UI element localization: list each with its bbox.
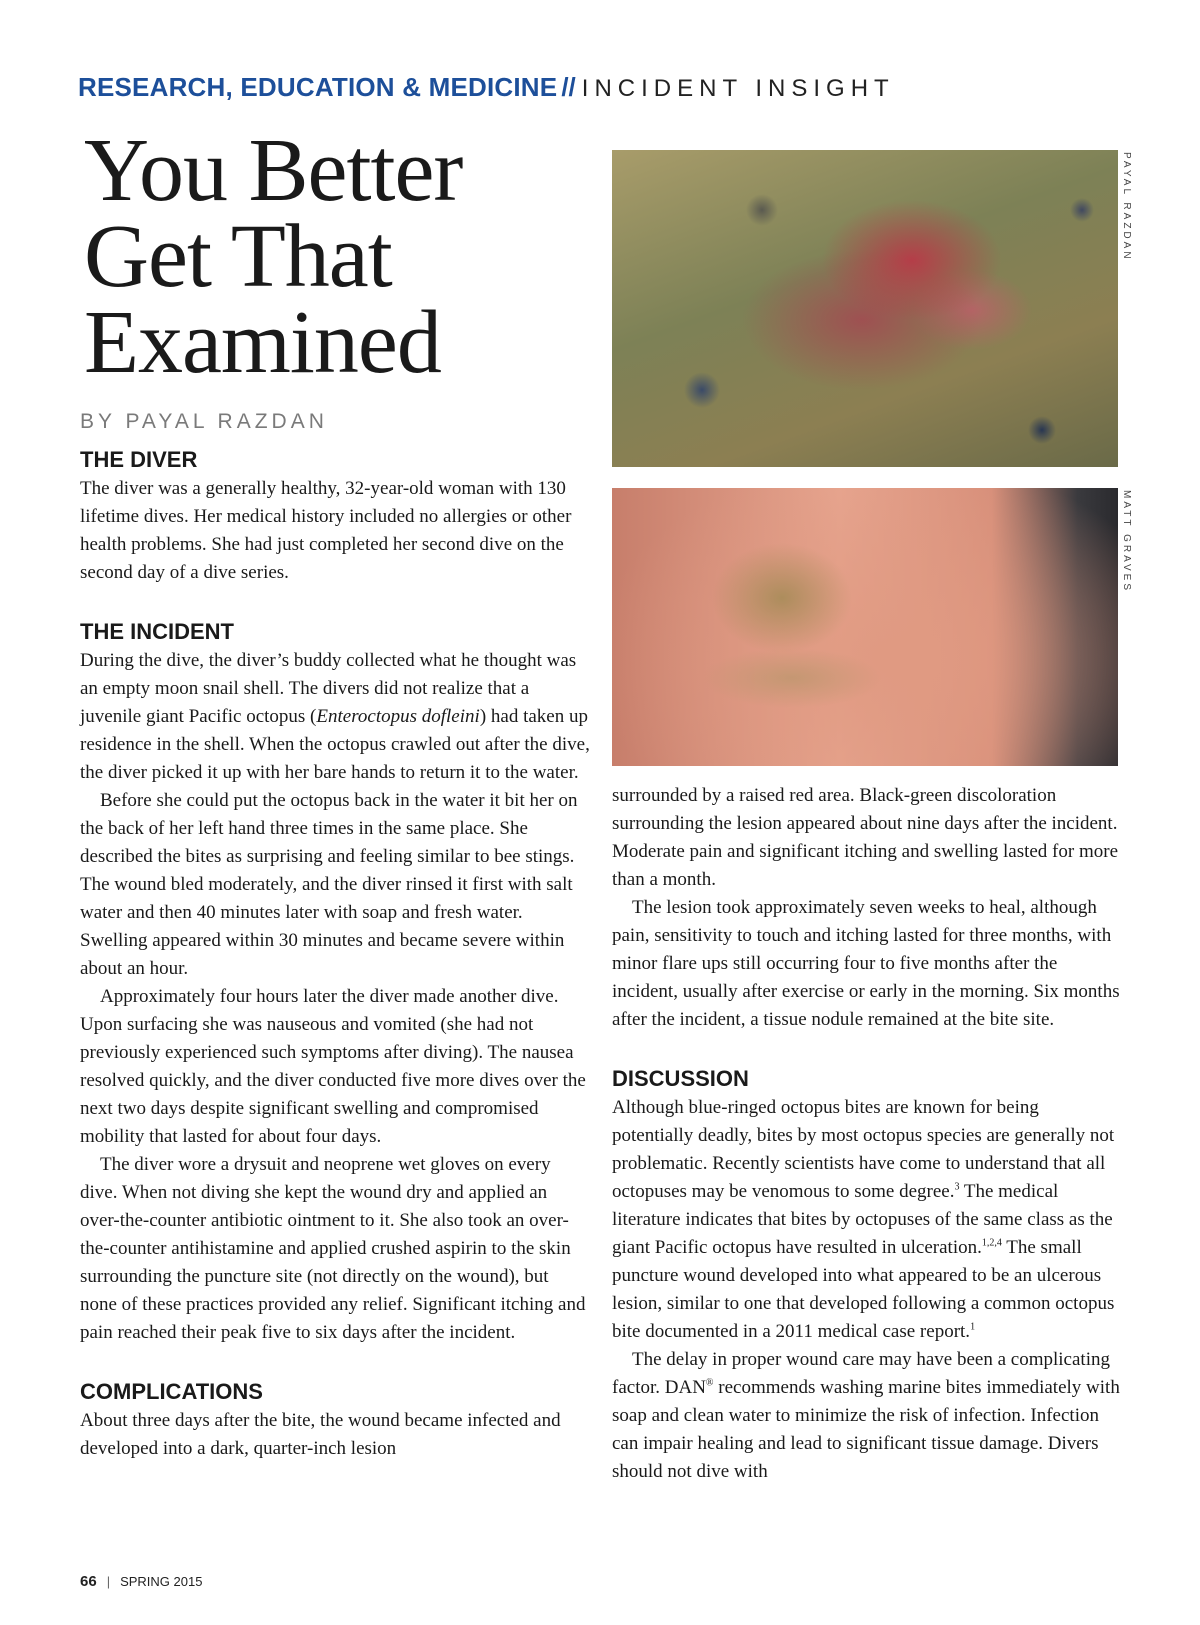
left-column xyxy=(80,445,590,1463)
complications-paragraph-2: The lesion took approximately seven weeks to heal, although pain, sensitivity to touch and itching lasted for three months, with minor flare ups still occurring four to five months after the incident, usually after exercise or early in the morning. Six months after the incident, a tissue nodule remained at the bite site. xyxy=(612,897,1120,1030)
reference-1-2-4: 1,2,4 xyxy=(981,1237,1002,1249)
incident-paragraph-2: Before she could put the octopus back in the water it bit her on the back of her left hand three times in the same place. She described the bites as surprising and feeling similar to bee stings. The wound bled moderately, and the diver rinsed it first with salt water and then 40 minutes later with soap and fresh water. Swelling appeared within 30 minutes and became severe within about an hour. xyxy=(80,790,578,979)
article-title xyxy=(84,121,604,392)
photo-credit-1: PAYAL RAZDAN xyxy=(1121,152,1132,262)
footer-divider: | xyxy=(106,1574,111,1589)
reference-1: 1 xyxy=(970,1321,976,1333)
diver-paragraph: The diver was a generally healthy, 32-year-old woman with 130 lifetime dives. Her medical history included no allergies or other health problems. She had just completed her second dive on the second day of a dive series. xyxy=(80,478,572,583)
byline: BY PAYAL RAZDAN xyxy=(80,410,328,433)
discussion-p1-text-c: The small puncture wound developed into what appeared to be an ulcerous lesion, similar to one that developed following a common octopus bite documented in a 2011 medical case report. xyxy=(612,1237,1115,1342)
incident-paragraph-4: The diver wore a drysuit and neoprene wet gloves on every dive. When not diving she kept the wound dry and applied an over-the-counter antibiotic ointment to it. She also took an over-the-counter antihistamine and applied crushed aspirin to the skin surrounding the puncture site (not directly on the wound), but none of these practices provided any relief. Significant itching and pain reached their peak five to six days after the incident. xyxy=(80,1154,586,1343)
octopus-in-hand-photo xyxy=(612,488,1118,766)
page-footer xyxy=(80,1573,202,1590)
title-line-2: Get That xyxy=(84,207,392,306)
header-separator: // xyxy=(561,72,576,102)
discussion-p2-text-a: The delay in proper wound care may have been a complicating factor. DAN xyxy=(612,1349,1110,1398)
incident-p1-text-b: ) had taken up residence in the shell. When the octopus crawled out after the dive, the diver picked it up with her bare hands to return it to the water. xyxy=(80,706,590,783)
heading-the-incident: THE INCIDENT xyxy=(80,619,234,644)
right-column xyxy=(612,782,1122,1486)
registered-mark: ® xyxy=(705,1377,714,1389)
issue-label: SPRING 2015 xyxy=(120,1574,203,1589)
complications-paragraph-1-start: About three days after the bite, the wound became infected and developed into a dark, quarter-inch lesion xyxy=(80,1410,561,1459)
incident-paragraph-1 xyxy=(80,647,590,787)
subsection-name: INCIDENT INSIGHT xyxy=(581,75,895,102)
title-line-1: You Better xyxy=(84,121,463,220)
heading-the-diver: THE DIVER xyxy=(80,447,198,472)
reference-3: 3 xyxy=(954,1181,960,1193)
discussion-paragraph-1 xyxy=(612,1094,1122,1346)
discussion-p1-text-a: Although blue-ringed octopus bites are known for being potentially deadly, bites by most octopus species are generally not problematic. Recently scientists have come to understand that all octopuses may be venomous to some degree. xyxy=(612,1097,1115,1202)
heading-discussion: DISCUSSION xyxy=(612,1066,749,1091)
species-name: Enteroctopus dofleini xyxy=(316,706,480,727)
incident-paragraph-3: Approximately four hours later the diver made another dive. Upon surfacing she was nauseous and vomited (she had not previously experienced such symptoms after diving). The nausea resolved quickly, and the diver conducted five more dives over the next two days despite significant swelling and compromised mobility that lasted for about four days. xyxy=(80,986,586,1147)
section-header xyxy=(78,72,895,103)
section-name: RESEARCH, EDUCATION & MEDICINE xyxy=(78,72,558,102)
discussion-p2-text-b: recommends washing marine bites immediately with soap and clean water to minimize the risk of infection. Infection can impair healing and lead to significant tissue damage. Divers should not dive with xyxy=(612,1377,1120,1482)
title-line-3: Examined xyxy=(84,293,441,392)
heading-complications: COMPLICATIONS xyxy=(80,1379,263,1404)
incident-p1-text-a: During the dive, the diver’s buddy collected what he thought was an empty moon snail shell. The divers did not realize that a juvenile giant Pacific octopus ( xyxy=(80,650,577,727)
discussion-paragraph-2 xyxy=(612,1346,1122,1486)
octopus-on-seafloor-photo xyxy=(612,150,1118,467)
page-number: 66 xyxy=(80,1573,97,1590)
complications-paragraph-1-cont: surrounded by a raised red area. Black-green discoloration surrounding the lesion appeared about nine days after the incident. Moderate pain and significant itching and swelling lasted for more than a month. xyxy=(612,785,1118,890)
photo-credit-2: MATT GRAVES xyxy=(1121,490,1132,594)
discussion-p1-text-b: The medical literature indicates that bites by octopuses of the same class as the giant Pacific octopus have resulted in ulceration. xyxy=(612,1181,1113,1258)
